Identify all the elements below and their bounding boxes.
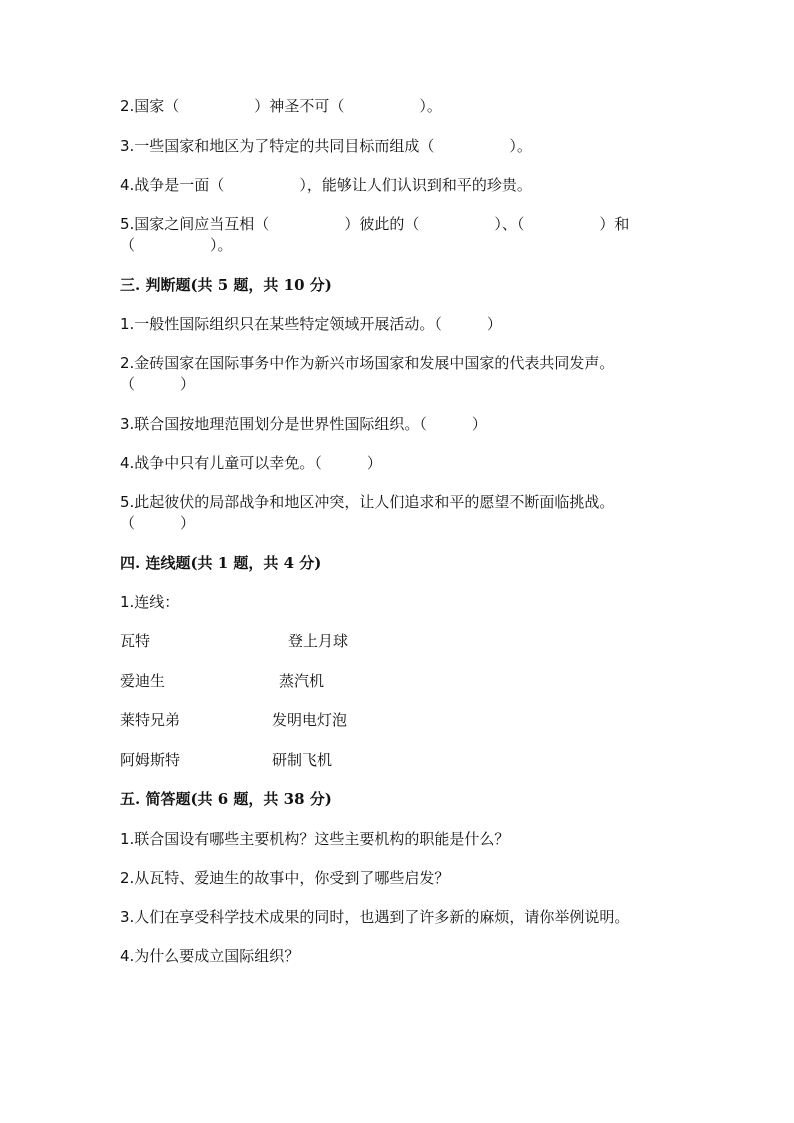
- judge-q4: 4.战争中只有儿童可以幸免。（ ）: [120, 454, 382, 472]
- fill-blank-q3: 3.一些国家和地区为了特定的共同目标而组成（ ）。: [120, 137, 532, 155]
- matching-left-item: 瓦特: [120, 632, 151, 650]
- short-answer-heading: 五. 简答题(共 6 题，共 38 分): [120, 790, 332, 808]
- fill-blank-q5-line2: （ ）。: [120, 236, 233, 254]
- matching-left-item: 爱迪生: [120, 672, 166, 690]
- short-answer-q1: 1.联合国设有哪些主要机构？这些主要机构的职能是什么？: [120, 830, 510, 848]
- fill-blank-q5-line1: 5.国家之间应当互相（ ）彼此的（ ）、（ ）和: [120, 215, 630, 233]
- judge-q5-line1: 5.此起彼伏的局部战争和地区冲突，让人们追求和平的愿望不断面临挑战。: [120, 493, 615, 511]
- matching-right-item: 蒸汽机: [279, 672, 325, 690]
- matching-q1: 1.连线：: [120, 593, 180, 611]
- judge-q5-line2: （ ）: [120, 514, 196, 532]
- short-answer-q3: 3.人们在享受科学技术成果的同时，也遇到了许多新的麻烦，请你举例说明。: [120, 908, 630, 926]
- judge-heading: 三. 判断题(共 5 题，共 10 分): [120, 276, 332, 294]
- matching-left-item: 阿姆斯特: [120, 751, 181, 769]
- matching-right-item: 研制飞机: [272, 751, 333, 769]
- short-answer-q4: 4.为什么要成立国际组织？: [120, 947, 300, 965]
- matching-left-item: 莱特兄弟: [120, 711, 181, 729]
- judge-q3: 3.联合国按地理范围划分是世界性国际组织。（ ）: [120, 415, 487, 433]
- judge-q1: 1.一般性国际组织只在某些特定领域开展活动。（ ）: [120, 315, 502, 333]
- short-answer-q2: 2.从瓦特、爱迪生的故事中，你受到了哪些启发？: [120, 869, 450, 887]
- fill-blank-q4: 4.战争是一面（ ），能够让人们认识到和平的珍贵。: [120, 176, 532, 194]
- matching-heading: 四. 连线题(共 1 题，共 4 分): [120, 554, 322, 572]
- matching-right-item: 登上月球: [288, 632, 349, 650]
- judge-q2-line2: （ ）: [120, 375, 196, 393]
- matching-right-item: 发明电灯泡: [272, 711, 348, 729]
- judge-q2-line1: 2.金砖国家在国际事务中作为新兴市场国家和发展中国家的代表共同发声。: [120, 354, 615, 372]
- fill-blank-q2: 2.国家（ ）神圣不可（ ）。: [120, 97, 442, 115]
